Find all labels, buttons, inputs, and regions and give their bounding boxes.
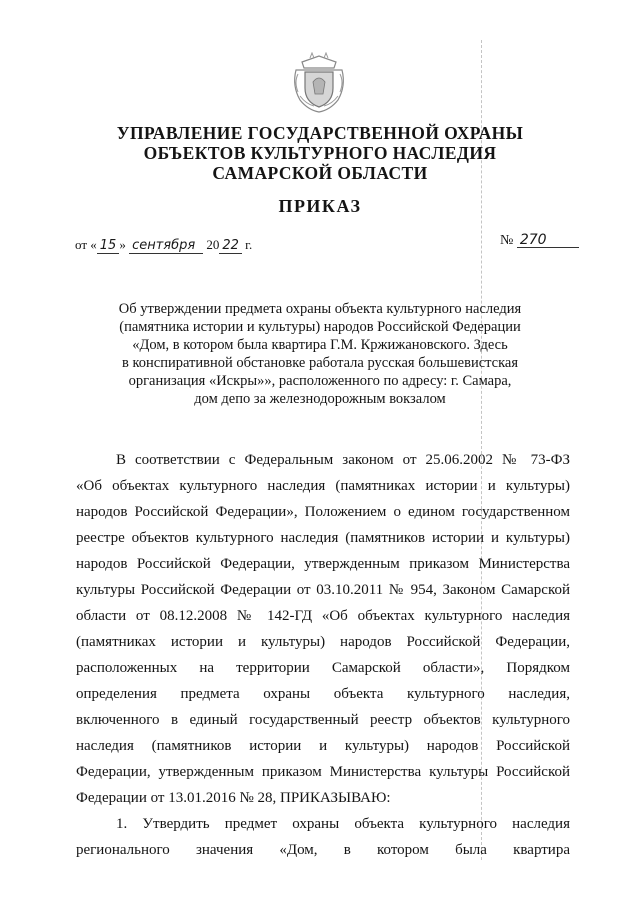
body-line: (памятниках истории и культуры) народов Российской Федерации, — [76, 634, 570, 650]
subject-line: (памятника истории и культуры) народов Российской Федерации — [119, 319, 521, 335]
body-line: регионального значения «Дом, в котором была квартира — [76, 842, 570, 858]
date-separator: » — [119, 237, 126, 252]
order-number — [500, 233, 579, 249]
date-month: сентября — [129, 239, 203, 254]
date-suffix: г. — [245, 237, 253, 252]
body-line: «Об объектах культурного наследия (памятниках истории и культуры) — [76, 478, 570, 494]
date-day: 15 — [97, 239, 120, 254]
coat-of-arms-emblem — [290, 52, 348, 114]
number-prefix: № — [500, 233, 514, 248]
document-type: ПРИКАЗ — [278, 196, 362, 216]
body-line: народов Российской Федерации», Положением о едином государственном — [76, 504, 570, 520]
agency-name-line-3: САМАРСКОЙ ОБЛАСТИ — [212, 163, 428, 183]
body-line: Федерации от 13.01.2016 № 28, ПРИКАЗЫВАЮ: — [76, 790, 391, 806]
number-value: 270 — [517, 233, 579, 248]
agency-name-line-2: ОБЪЕКТОВ КУЛЬТУРНОГО НАСЛЕДИЯ — [143, 143, 497, 163]
body-line: народов Российской Федерации, утвержденным приказом Министерства — [76, 556, 570, 572]
agency-name-line-1: УПРАВЛЕНИЕ ГОСУДАРСТВЕННОЙ ОХРАНЫ — [116, 123, 524, 143]
subject-line: дом депо за железнодорожным вокзалом — [194, 391, 446, 407]
body-line: наследия (памятников истории и культуры) народов Российской — [76, 738, 570, 754]
body-line: определения предмета охраны объекта культурного наследия, — [76, 686, 570, 702]
subject-line: в конспиративной обстановке работала русская большевистская — [121, 355, 519, 371]
order-date — [75, 237, 252, 254]
order-subject — [80, 300, 560, 408]
body-line: включенного в единый государственный реестр объектов культурного — [76, 712, 570, 728]
subject-line: Об утверждении предмета охраны объекта культурного наследия — [118, 301, 522, 317]
date-year: 22 — [219, 239, 242, 254]
body-line: 1. Утвердить предмет охраны объекта культурного наследия — [116, 816, 570, 832]
date-year-prefix: 20 — [206, 237, 220, 252]
body-line: реестре объектов культурного наследия (памятников истории и культуры) — [76, 530, 570, 546]
body-line: области от 08.12.2008 № 142-ГД «Об объектах культурного наследия — [76, 608, 570, 624]
subject-line: организация «Искры»», расположенного по адресу: г. Самара, — [128, 373, 512, 389]
body-line: расположенных на территории Самарской области», Порядком — [76, 660, 570, 676]
body-line: культуры Российской Федерации от 03.10.2011 № 954, Законом Самарской — [76, 582, 570, 598]
date-prefix: от « — [75, 237, 97, 252]
body-line: В соответствии с Федеральным законом от 25.06.2002 № 73-ФЗ — [116, 452, 570, 468]
body-line: Федерации, утвержденным приказом Министерства культуры Российской — [76, 764, 570, 780]
subject-line: «Дом, в котором была квартира Г.М. Кржижановского. Здесь — [132, 337, 508, 353]
